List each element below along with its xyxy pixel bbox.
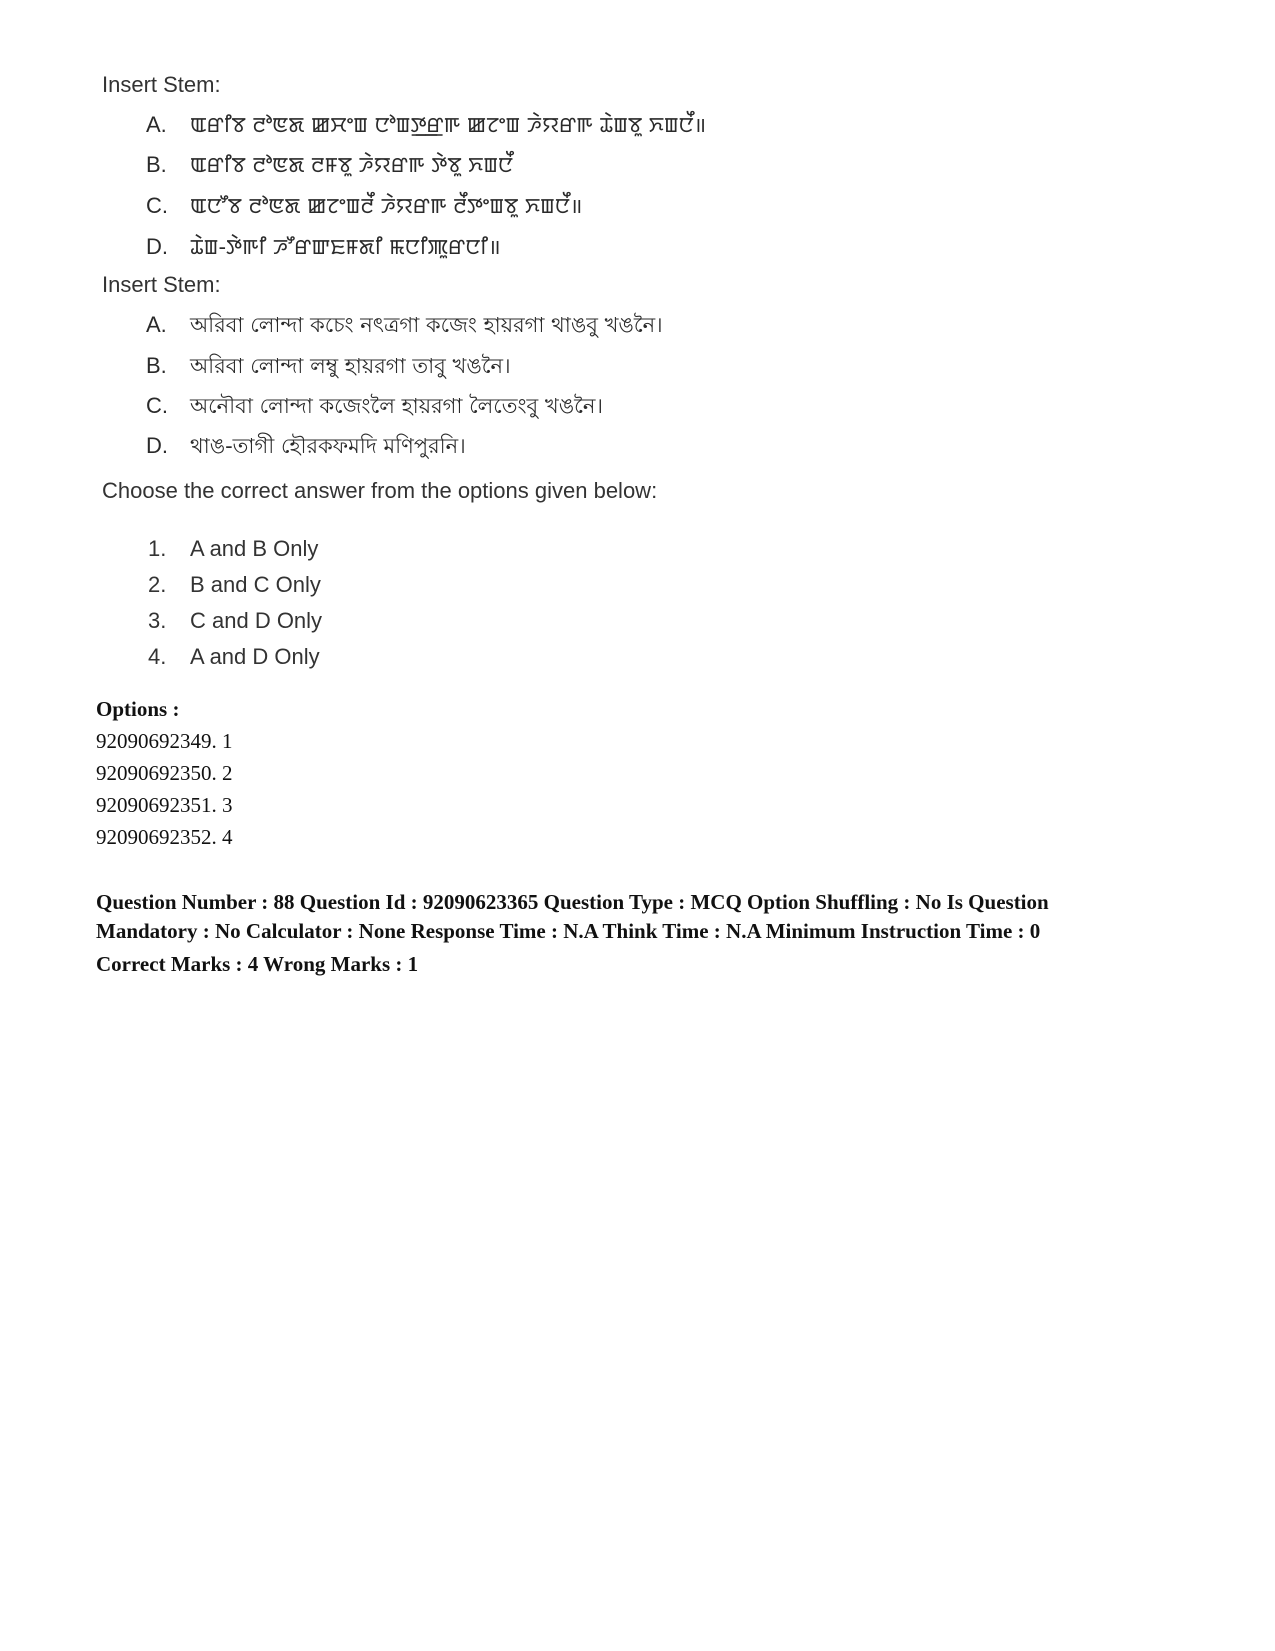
stem-1-item-a-letter: A. bbox=[146, 112, 167, 137]
option-row-4: 92090692352. 4 bbox=[96, 825, 233, 849]
choice-2-number: 2. bbox=[148, 572, 167, 597]
choice-4 bbox=[148, 644, 320, 670]
question-meta-line-1: Question Number : 88 Question Id : 92090623365 Question Type : MCQ Option Shuffling : No Is Question bbox=[96, 890, 1049, 914]
choice-2 bbox=[148, 572, 321, 598]
stem-2-item-b-text: অরিবা লোন্দা লম্বু হায়রগা তাবু খঙনৈ। bbox=[190, 354, 511, 378]
stem-1-label: Insert Stem: bbox=[102, 72, 221, 97]
choice-3-number: 3. bbox=[148, 608, 167, 633]
choice-2-text: B and C Only bbox=[190, 572, 321, 597]
stem-1-item-c-text: ꯑꯅꯧꯕ ꯂꯣꯟꯗ ꯀꯖꯦꯡꯂꯩ ꯍꯥꯌꯔꯒ ꯂꯩꯇꯦꯡꯕꯨ ꯈꯡꯅꯩ॥ bbox=[190, 194, 583, 218]
stem-1-item-d bbox=[146, 232, 501, 261]
stem-2-item-d bbox=[146, 430, 466, 465]
question-meta-line-2: Mandatory : No Calculator : None Response Time : N.A Think Time : N.A Minimum Instruction Time : 0 bbox=[96, 919, 1041, 943]
options-heading: Options : bbox=[96, 697, 180, 721]
choice-1 bbox=[148, 536, 318, 562]
option-row-2: 92090692350. 2 bbox=[96, 761, 233, 785]
stem-2-label: Insert Stem: bbox=[102, 272, 221, 297]
stem-2-item-b bbox=[146, 350, 511, 385]
choice-3-text: C and D Only bbox=[190, 608, 323, 633]
option-row-1: 92090692349. 1 bbox=[96, 729, 233, 753]
choice-4-number: 4. bbox=[148, 644, 167, 669]
instruction-text: Choose the correct answer from the options given below: bbox=[102, 478, 658, 503]
stem-2-item-c bbox=[146, 390, 603, 425]
choice-3 bbox=[148, 608, 322, 634]
stem-1-item-b-text: ꯑꯔꯤꯕ ꯂꯣꯟꯗ ꯂꯝꯕꯨ ꯍꯥꯌꯔꯒ ꯇꯥꯕꯨ ꯈꯡꯅꯩ bbox=[190, 153, 513, 177]
stem-2-item-a-letter: A. bbox=[146, 312, 167, 337]
stem-1-item-d-text: ꯊꯥꯡ-ꯇꯥꯒꯤ ꯍꯧꯔꯛꯐꯝꯗꯤ ꯃꯅꯤꯄꯨꯔꯅꯤ॥ bbox=[190, 235, 501, 259]
question-meta-line-3: Correct Marks : 4 Wrong Marks : 1 bbox=[96, 952, 419, 976]
choice-1-text: A and B Only bbox=[190, 536, 319, 561]
stem-1-item-d-letter: D. bbox=[146, 234, 168, 259]
stem-2-item-d-text: থাঙ-তাগী হৌরকফমদি মণিপুরনি। bbox=[190, 434, 466, 458]
stem-1-item-c bbox=[146, 191, 582, 220]
stem-1-item-b bbox=[146, 150, 513, 179]
stem-1-item-a bbox=[146, 110, 706, 139]
stem-2-item-c-text: অনৌবা লোন্দা কজেংলৈ হায়রগা লৈতেংবু খঙনৈ। bbox=[190, 394, 603, 418]
choice-1-number: 1. bbox=[148, 536, 167, 561]
stem-2-item-b-letter: B. bbox=[146, 353, 167, 378]
stem-2-item-a bbox=[146, 309, 663, 344]
stem-2-item-a-text: অরিবা লোন্দা কচেং নৎত্রগা কজেং হায়রগা থাঙবু খঙনৈ। bbox=[190, 313, 663, 337]
choice-4-text: A and D Only bbox=[190, 644, 320, 669]
stem-1-item-a-text: ꯑꯔꯤꯕ ꯂꯣꯟꯗ ꯀꯆꯦꯡ ꯅꯣꯡꯇ꯭ꯔꯒ ꯀꯖꯦꯡ ꯍꯥꯌꯔꯒ ꯊꯥꯡꯕꯨ ꯈꯡꯅꯩ॥ bbox=[190, 113, 707, 137]
stem-2-item-d-letter: D. bbox=[146, 433, 168, 458]
stem-2-item-c-letter: C. bbox=[146, 393, 168, 418]
stem-1-item-c-letter: C. bbox=[146, 193, 168, 218]
option-row-3: 92090692351. 3 bbox=[96, 793, 233, 817]
stem-1-item-b-letter: B. bbox=[146, 152, 167, 177]
